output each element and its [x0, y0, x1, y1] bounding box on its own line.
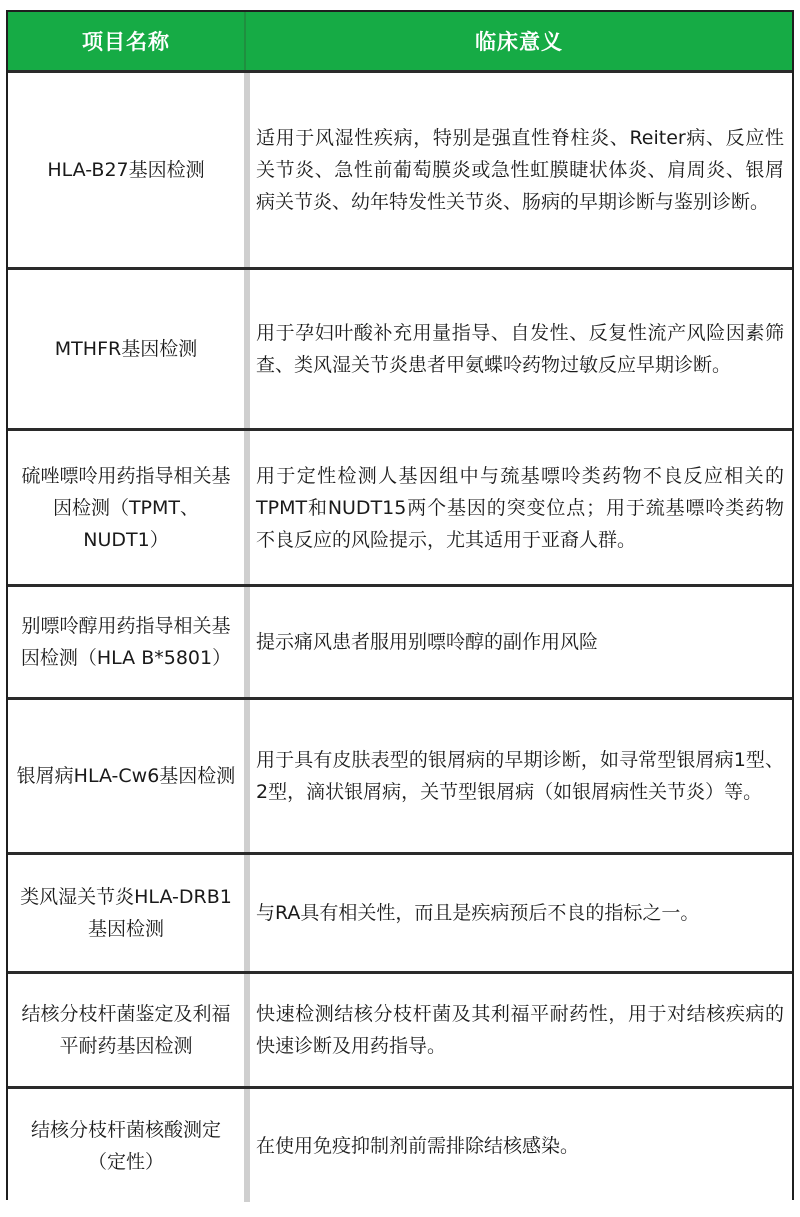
row-meaning: 用于定性检测人基因组中与巯基嘌呤类药物不良反应相关的TPMT和NUDT15两个基因的突变位点；用于巯基嘌呤类药物不良反应的风险提示，尤其适用于亚裔人群。	[250, 431, 792, 584]
row-name: 硫唑嘌呤用药指导相关基因检测（TPMT、NUDT1）	[8, 431, 244, 584]
header-meaning-col: 临床意义	[475, 30, 563, 54]
table-row	[8, 971, 792, 1086]
table-row	[8, 1086, 792, 1202]
table-header	[8, 12, 792, 70]
row-meaning: 提示痛风患者服用别嘌呤醇的副作用风险	[250, 587, 792, 697]
info-table	[6, 10, 794, 1200]
table-row	[8, 852, 792, 971]
row-meaning: 用于孕妇叶酸补充用量指导、自发性、反复性流产风险因素筛查、类风湿关节炎患者甲氨蝶呤药物过敏反应早期诊断。	[250, 270, 792, 428]
row-meaning: 与RA具有相关性，而且是疾病预后不良的指标之一。	[250, 855, 792, 971]
table-row	[8, 70, 792, 267]
row-name: HLA-B27基因检测	[8, 73, 244, 267]
table-row	[8, 267, 792, 428]
table-row	[8, 584, 792, 697]
row-meaning: 在使用免疫抑制剂前需排除结核感染。	[250, 1089, 792, 1202]
row-name: 别嘌呤醇用药指导相关基因检测（HLA B*5801）	[8, 587, 244, 697]
row-meaning: 快速检测结核分枝杆菌及其利福平耐药性，用于对结核疾病的快速诊断及用药指导。	[250, 974, 792, 1086]
row-name: 结核分枝杆菌核酸测定（定性）	[8, 1089, 244, 1202]
row-name: 类风湿关节炎HLA-DRB1基因检测	[8, 855, 244, 971]
table-row	[8, 697, 792, 852]
row-meaning: 用于具有皮肤表型的银屑病的早期诊断，如寻常型银屑病1型、2型，滴状银屑病，关节型银屑病（如银屑病性关节炎）等。	[250, 700, 792, 852]
row-name: 银屑病HLA-Cw6基因检测	[8, 700, 244, 852]
row-meaning: 适用于风湿性疾病，特别是强直性脊柱炎、Reiter病、反应性关节炎、急性前葡萄膜炎或急性虹膜睫状体炎、肩周炎、银屑病关节炎、幼年特发性关节炎、肠病的早期诊断与鉴别诊断。	[250, 73, 792, 267]
header-name-col: 项目名称	[82, 30, 170, 54]
table-row	[8, 428, 792, 584]
row-name: MTHFR基因检测	[8, 270, 244, 428]
row-name: 结核分枝杆菌鉴定及利福平耐药基因检测	[8, 974, 244, 1086]
